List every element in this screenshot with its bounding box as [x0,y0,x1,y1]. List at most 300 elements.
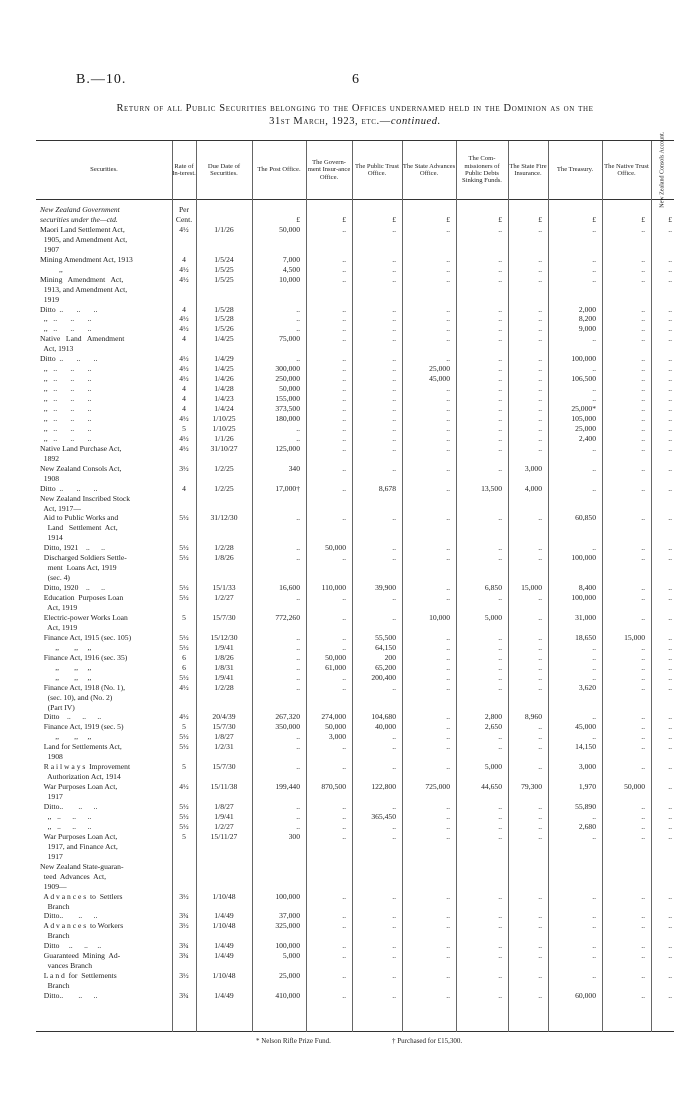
amount-cell: .. [538,941,542,951]
security-name: 1919 [40,294,59,304]
security-name: 1907 [40,244,59,254]
security-name: Finance Act, 1919 (sec. 5) [40,722,124,732]
amount-cell: .. [641,732,645,742]
amount-cell: .. [446,712,450,722]
amount-cell: .. [592,483,596,493]
interest-rate: 4 [182,404,186,413]
security-name: ,, ,, ,, [40,672,92,682]
due-date: 1/4/49 [214,991,234,1001]
amount-cell: .. [641,652,645,662]
security-name: vances Branch [40,961,93,971]
interest-rate: 6 [182,662,186,672]
amount-cell: .. [498,941,502,951]
amount-cell: .. [538,971,542,981]
amount-cell: .. [668,632,672,642]
amount-cell: .. [392,971,396,981]
amount-cell: 50,000 [325,652,346,662]
amount-cell: .. [538,374,542,384]
amount-cell: .. [538,423,542,433]
amount-cell: .. [498,264,502,274]
security-name: Authorization Act, 1914 [40,772,121,782]
amount-cell: .. [392,921,396,931]
amount-cell: .. [392,254,396,264]
amount-cell: .. [342,831,346,841]
interest-rate: 5½ [179,593,189,603]
amount-cell: .. [668,911,672,921]
amount-cell: .. [498,921,502,931]
amount-cell: .. [342,593,346,603]
amount-cell: 45,000 [575,722,596,732]
interest-rate: 4½ [179,443,189,453]
amount-cell: 60,850 [575,513,596,523]
amount-cell: .. [641,593,645,603]
amount-cell: .. [392,891,396,901]
security-name: Discharged Soldiers Settle- [40,553,127,563]
amount-cell: 65,200 [375,662,396,672]
amount-cell: .. [498,652,502,662]
security-name: ,, .. .. .. [40,374,92,384]
amount-cell: .. [392,433,396,443]
due-date: 1/5/25 [214,264,234,274]
amount-cell: .. [392,264,396,274]
amount-cell: £ [592,214,596,224]
amount-cell: .. [498,354,502,364]
amount-cell: .. [392,831,396,841]
amount-cell: 18,650 [575,632,596,642]
amount-cell: .. [392,543,396,553]
due-date: 1/2/27 [214,821,234,831]
amount-cell: 4,500 [282,264,300,274]
security-name: ,, .. .. .. [40,364,92,374]
security-name: ,, .. .. .. [40,821,92,831]
due-date: 1/2/28 [214,682,234,692]
column-header [651,132,674,208]
security-name: Finance Act, 1915 (sec. 105) [40,632,132,642]
column-header [402,142,456,198]
amount-cell: .. [392,682,396,692]
security-name: Branch [40,901,70,911]
amount-cell: .. [446,911,450,921]
security-name: ,, .. .. .. [40,433,92,443]
amount-cell: .. [592,672,596,682]
amount-cell: .. [592,443,596,453]
column-header-label: Due Date of Securities. [207,162,241,177]
amount-cell: .. [342,762,346,772]
amount-cell: .. [641,951,645,961]
amount-cell: .. [392,593,396,603]
amount-cell: .. [342,811,346,821]
interest-rate: 5½ [179,802,189,811]
amount-cell: .. [498,831,502,841]
security-name: War Purposes Loan Act, [40,831,118,841]
amount-cell: .. [342,742,346,752]
column-header [352,142,402,198]
column-header-label: Rate of In-terest. [172,162,196,177]
amount-cell: .. [498,911,502,921]
due-date: 15/1/33 [212,583,236,593]
amount-cell: .. [592,712,596,722]
due-date: 1/1/26 [214,433,234,443]
amount-cell: .. [641,672,645,682]
amount-cell: .. [392,224,396,234]
amount-cell: £ [668,214,672,224]
amount-cell: 2,680 [578,821,596,831]
amount-cell: .. [392,304,396,314]
amount-cell: .. [668,891,672,901]
amount-cell: .. [668,224,672,234]
due-date: 1/4/29 [214,354,234,364]
table-top-rule [36,140,674,141]
amount-cell: .. [446,513,450,523]
amount-cell: .. [538,742,542,752]
amount-cell: 2,000 [578,304,596,314]
amount-cell: 37,000 [279,911,300,921]
amount-cell: 64,150 [375,642,396,652]
column-header-label: The Treasury. [556,166,594,174]
amount-cell: .. [538,891,542,901]
amount-cell: .. [592,662,596,672]
amount-cell: .. [342,304,346,314]
amount-cell: 75,000 [279,334,300,344]
amount-cell: 350,000 [275,722,300,732]
amount-cell: .. [498,811,502,821]
amount-cell: .. [296,593,300,603]
amount-cell: .. [641,911,645,921]
due-date: 1/5/26 [214,324,234,334]
amount-cell: 325,000 [275,921,300,931]
amount-cell: 2,800 [484,712,502,722]
amount-cell: .. [668,264,672,274]
amount-cell: 772,260 [275,612,300,622]
amount-cell: 13,500 [481,483,502,493]
amount-cell: .. [392,941,396,951]
due-date: 1/4/24 [214,404,234,413]
due-date: 1/8/27 [214,802,234,811]
amount-cell: .. [641,254,645,264]
security-name: Education Purposes Loan [40,593,124,603]
amount-cell: .. [668,304,672,314]
amount-cell: 8,678 [378,483,396,493]
amount-cell: £ [392,214,396,224]
security-name: (sec. 4) [40,573,70,583]
amount-cell: .. [668,354,672,364]
amount-cell: 100,000 [571,553,596,563]
amount-cell: .. [538,672,542,682]
amount-cell: .. [668,314,672,324]
amount-cell: .. [446,652,450,662]
amount-cell: .. [446,583,450,593]
amount-cell: .. [538,264,542,274]
interest-rate: 3½ [179,463,189,473]
due-date: 15/12/30 [210,632,238,642]
security-name: Branch [40,981,70,991]
security-name: Branch [40,931,70,941]
due-date: 1/8/31 [214,662,234,672]
amount-cell: .. [342,413,346,423]
amount-cell: .. [296,682,300,692]
amount-cell: 200,400 [371,672,396,682]
due-date: 1/8/26 [214,652,234,662]
amount-cell: .. [641,364,645,374]
security-name: Act, 1919 [40,603,78,612]
amount-cell: .. [296,672,300,682]
amount-cell: .. [498,543,502,553]
interest-rate: 4½ [179,712,189,722]
security-name: Act, 1919 [40,622,78,632]
page-number: 6 [352,72,359,87]
amount-cell: 200 [384,652,396,662]
amount-cell: .. [668,662,672,672]
amount-cell: .. [668,543,672,553]
amount-cell: .. [668,274,672,284]
amount-cell: .. [342,274,346,284]
amount-cell: .. [538,612,542,622]
amount-cell: .. [446,811,450,821]
due-date: 1/10/48 [212,971,236,981]
due-date: 1/2/28 [214,543,234,553]
amount-cell: .. [668,831,672,841]
interest-rate: 4 [182,384,186,394]
amount-cell: .. [498,413,502,423]
amount-cell: .. [296,762,300,772]
amount-cell: .. [538,404,542,413]
due-date: 1/4/25 [214,334,234,344]
amount-cell: .. [538,274,542,284]
amount-cell: .. [446,742,450,752]
amount-cell: .. [668,463,672,473]
amount-cell: .. [296,314,300,324]
amount-cell: 3,000 [328,732,346,742]
amount-cell: .. [498,334,502,344]
amount-cell: .. [668,364,672,374]
interest-rate: 3¾ [179,991,189,1001]
amount-cell: .. [641,682,645,692]
amount-cell: .. [296,423,300,433]
amount-cell: .. [538,991,542,1001]
column-divider [402,141,403,1032]
amount-cell: 199,440 [275,782,300,792]
interest-rate: 5½ [179,821,189,831]
due-date: 1/4/49 [214,941,234,951]
amount-cell: .. [641,742,645,752]
column-divider [602,141,603,1032]
amount-cell: .. [668,682,672,692]
amount-cell: 3,000 [524,463,542,473]
amount-cell: .. [392,423,396,433]
amount-cell: .. [342,553,346,563]
amount-cell: £ [538,214,542,224]
amount-cell: .. [446,324,450,334]
amount-cell: .. [498,324,502,334]
amount-cell: .. [641,891,645,901]
column-header [172,142,196,198]
amount-cell: .. [641,821,645,831]
amount-cell: 2,400 [578,433,596,443]
amount-cell: .. [392,732,396,742]
amount-cell: .. [538,732,542,742]
amount-cell: .. [498,662,502,672]
amount-cell: .. [498,433,502,443]
amount-cell: .. [446,394,450,404]
column-header-label: The Public Trust Office. [355,162,399,177]
interest-rate: 5½ [179,543,189,553]
amount-cell: .. [668,991,672,1001]
amount-cell: .. [342,443,346,453]
amount-cell: .. [641,443,645,453]
amount-cell: .. [592,364,596,374]
amount-cell: 365,450 [371,811,396,821]
amount-cell: .. [498,732,502,742]
interest-rate: 5½ [179,513,189,523]
due-date: 1/2/31 [214,742,234,752]
amount-cell: .. [538,921,542,931]
amount-cell: .. [592,274,596,284]
interest-rate: 4 [182,334,186,344]
interest-rate: 4½ [179,274,189,284]
interest-rate: 4 [182,394,186,404]
security-name: Native Land Purchase Act, [40,443,122,453]
amount-cell: .. [538,632,542,642]
amount-cell: .. [641,433,645,443]
amount-cell: .. [592,811,596,821]
interest-rate: 5½ [179,742,189,752]
amount-cell: 25,000 [279,971,300,981]
amount-cell: .. [538,662,542,672]
security-name: Guaranteed Mining Ad- [40,951,121,961]
amount-cell: .. [392,991,396,1001]
security-name: War Purposes Loan Act, [40,782,118,792]
amount-cell: .. [641,483,645,493]
amount-cell: .. [641,762,645,772]
amount-cell: .. [498,463,502,473]
amount-cell: .. [538,334,542,344]
security-name: Ditto .. .. .. [40,483,98,493]
due-date: 1/10/48 [212,921,236,931]
amount-cell: .. [641,543,645,553]
due-date: 1/10/48 [212,891,236,901]
amount-cell: .. [296,324,300,334]
interest-rate: 4½ [179,374,189,384]
amount-cell: .. [668,254,672,264]
amount-cell: .. [668,334,672,344]
amount-cell: .. [392,553,396,563]
amount-cell: .. [668,394,672,404]
column-divider [306,141,307,1032]
security-name: ,, .. .. .. [40,324,92,334]
amount-cell: 60,000 [575,991,596,1001]
interest-rate: 5 [182,722,186,732]
interest-rate: 3¾ [179,951,189,961]
amount-cell: .. [498,821,502,831]
security-name: 1908 [40,752,63,762]
interest-rate: 4½ [179,782,189,792]
interest-rate: 3¾ [179,941,189,951]
amount-cell: .. [668,762,672,772]
security-name: R a i l w a y s Improvement [40,762,131,772]
interest-rate: 4½ [179,324,189,334]
footnote-star: * Nelson Rifle Prize Fund. [256,1037,331,1045]
due-date: 1/4/25 [214,364,234,374]
interest-rate: 5 [182,762,186,772]
due-date: 15/11/27 [210,831,238,841]
interest-rate: 4½ [179,264,189,274]
amount-cell: .. [538,831,542,841]
amount-cell: 104,680 [371,712,396,722]
amount-cell: 267,320 [275,712,300,722]
amount-cell: .. [392,742,396,752]
amount-cell: .. [392,334,396,344]
column-header-label: The Post Office. [257,166,301,174]
amount-cell: 14,150 [575,742,596,752]
amount-cell: .. [592,384,596,394]
amount-cell: .. [538,593,542,603]
amount-cell: .. [498,254,502,264]
amount-cell: .. [538,811,542,821]
amount-cell: 44,650 [481,782,502,792]
interest-rate: Per [178,205,190,214]
amount-cell: .. [446,762,450,772]
amount-cell: .. [446,254,450,264]
amount-cell: .. [641,274,645,284]
amount-cell: .. [392,911,396,921]
interest-rate: 5½ [179,583,189,593]
amount-cell: .. [668,642,672,652]
security-name: Ditto.. .. .. [40,911,98,921]
amount-cell: .. [668,821,672,831]
amount-cell: .. [641,304,645,314]
due-date: 15/7/30 [212,762,236,772]
amount-cell: 50,000 [279,384,300,394]
amount-cell: .. [296,433,300,443]
amount-cell: .. [641,642,645,652]
amount-cell: 725,000 [425,782,450,792]
amount-cell: .. [446,991,450,1001]
amount-cell: .. [538,324,542,334]
amount-cell: .. [668,712,672,722]
amount-cell: .. [342,374,346,384]
column-divider [456,141,457,1032]
amount-cell: .. [446,662,450,672]
title-line-2 [30,115,680,128]
amount-cell: .. [392,324,396,334]
amount-cell: 79,300 [521,782,542,792]
amount-cell: .. [392,413,396,423]
amount-cell: .. [538,413,542,423]
security-name: ,, .. .. .. [40,384,92,394]
amount-cell: .. [538,652,542,662]
security-name: ,, [40,264,63,274]
amount-cell: .. [498,951,502,961]
amount-cell: 106,500 [571,374,596,384]
amount-cell: .. [392,274,396,284]
amount-cell: .. [342,354,346,364]
amount-cell: .. [296,742,300,752]
amount-cell: .. [641,722,645,732]
amount-cell: 105,000 [571,413,596,423]
amount-cell: .. [641,314,645,324]
amount-cell: .. [296,543,300,553]
amount-cell: 16,600 [279,583,300,593]
amount-cell: 55,500 [375,632,396,642]
amount-cell: .. [342,483,346,493]
due-date: 1/4/26 [214,374,234,384]
security-name: ,, ,, ,, [40,642,92,652]
amount-cell: .. [592,224,596,234]
column-header-label: The Com-missioners of Public Debts Sinking Funds. [462,155,502,185]
amount-cell: .. [498,642,502,652]
security-name: ,, .. .. .. [40,404,92,413]
interest-rate: 5½ [179,642,189,652]
